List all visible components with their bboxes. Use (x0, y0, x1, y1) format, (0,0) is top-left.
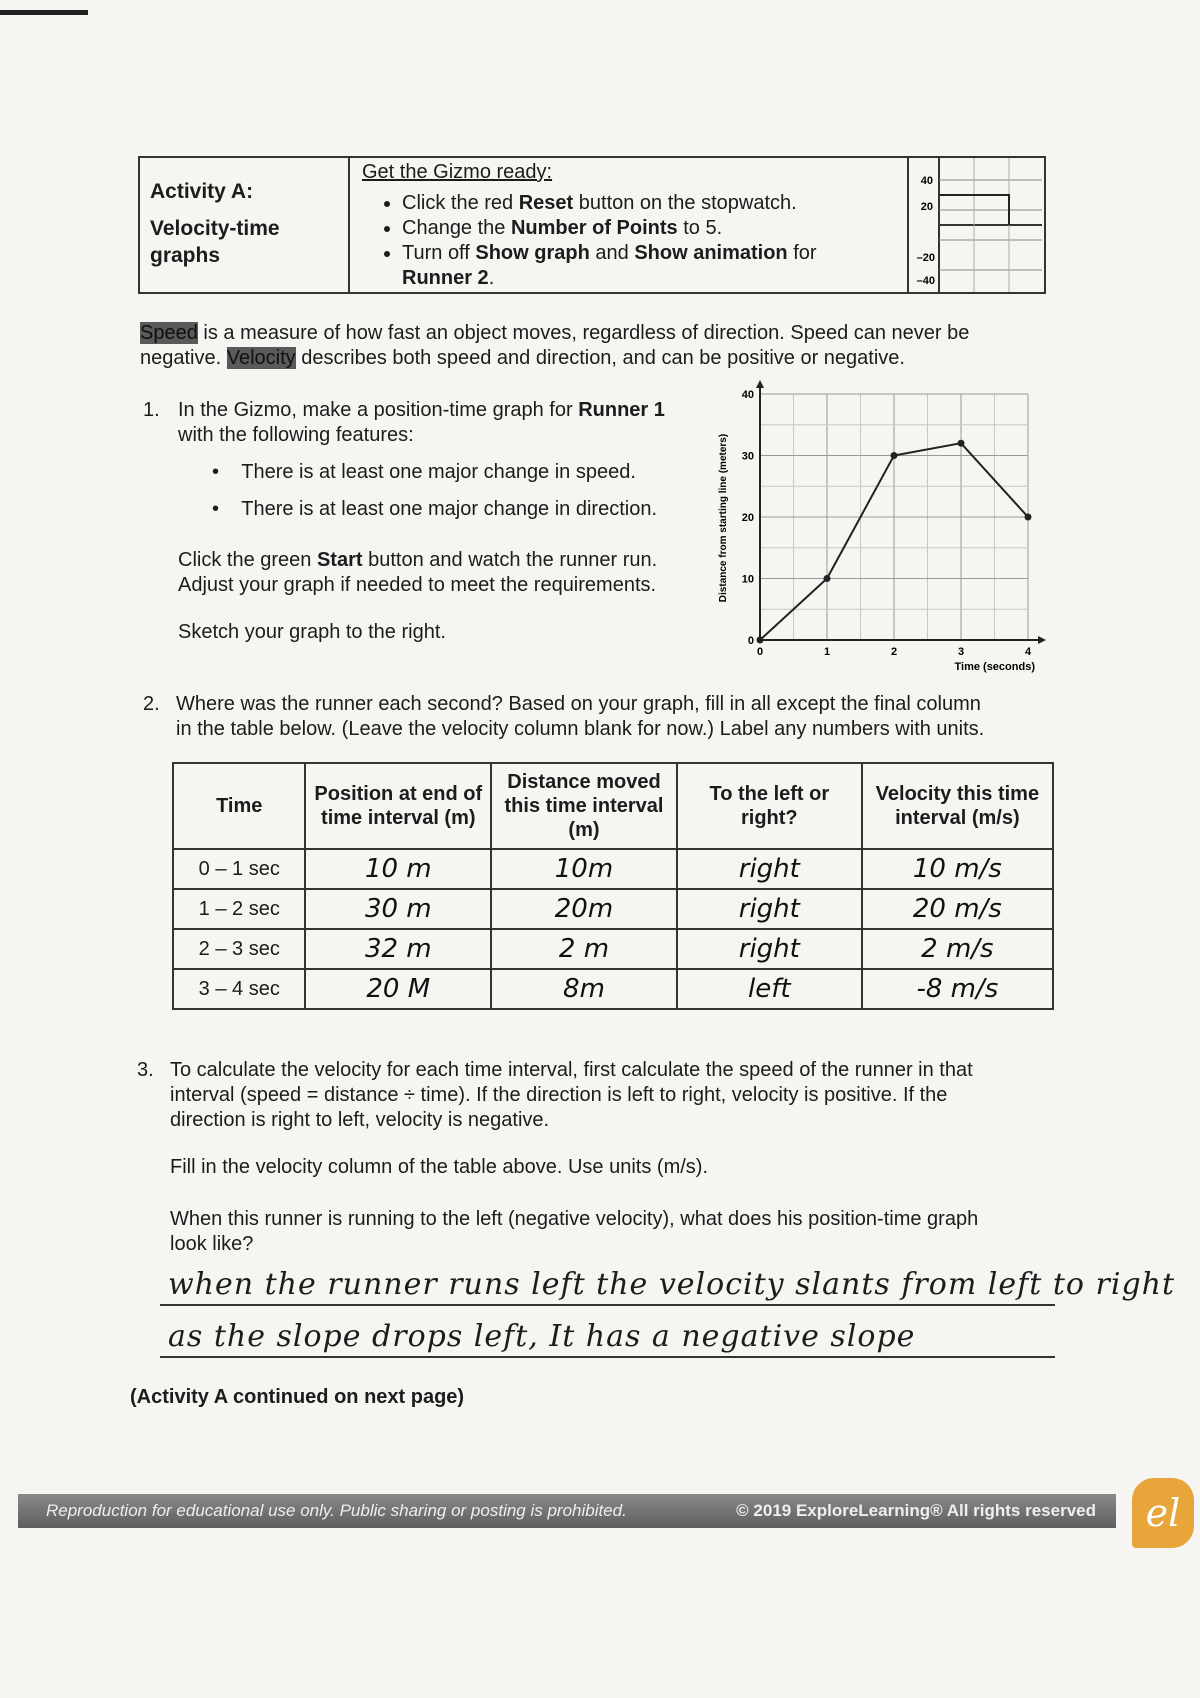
mini-tick-label: 40 (920, 175, 933, 187)
y-axis-arrow (756, 380, 764, 388)
q3-text: To calculate the velocity for each time interval, first calculate the speed of the runner in that interval (speed = distance ÷ time). If the direction is left to right, velocity is positive. If the direction is right to left, velocity is negative. (170, 1059, 973, 1131)
header-velocity: Velocity this time interval (m/s) (862, 763, 1053, 849)
y-axis-label: Distance from starting line (meters) (718, 433, 729, 603)
velocity-cell[interactable]: 2 m/s (862, 929, 1053, 969)
header-position: Position at end of time interval (m) (305, 763, 491, 849)
step-item: Runner 2. (402, 267, 495, 289)
x-tick-label: 3 (957, 646, 965, 658)
data-point (891, 452, 898, 459)
velocity-highlight: Velocity (226, 347, 296, 369)
time-cell: 1 – 2 sec (173, 889, 305, 929)
gizmo-ready-cell (350, 158, 907, 292)
position-cell[interactable]: 32 m (305, 929, 491, 969)
q1-text: In the Gizmo, make a position-time graph for Runner 1 with the following features: (178, 399, 665, 446)
mini-velocity-graph (909, 158, 1042, 292)
activity-title-line1: Velocity-time (150, 217, 280, 240)
activity-title-cell (140, 158, 350, 292)
velocity-cell[interactable]: 10 m/s (862, 849, 1053, 889)
continued-note: (Activity A continued on next page) (130, 1386, 465, 1408)
q1-sketch: Sketch your graph to the right. (178, 621, 446, 643)
x-axis-label: Time (seconds) (954, 661, 1035, 673)
step-item: • Click the red Reset button on the stopwatch. (402, 191, 895, 216)
distance-cell[interactable]: 2 m (491, 929, 677, 969)
mini-tick-label: –20 (916, 252, 935, 264)
direction-cell[interactable]: right (677, 889, 862, 929)
ready-steps (362, 191, 895, 291)
step-item: • Turn off Show graph and Show animation for (402, 241, 895, 266)
time-cell: 3 – 4 sec (173, 969, 305, 1009)
table-row (173, 889, 1053, 929)
activity-title-line2: graphs (150, 244, 221, 267)
x-axis-arrow (1038, 636, 1046, 644)
distance-cell[interactable]: 8m (491, 969, 677, 1009)
explorelearning-logo: el (1132, 1478, 1194, 1548)
page-edge-mark (0, 10, 88, 15)
mini-tick-label: –40 (916, 275, 935, 287)
data-point (824, 575, 831, 582)
q3-number: 3. (137, 1059, 154, 1081)
x-tick-label: 4 (1024, 646, 1032, 658)
header-direction: To the left or right? (677, 763, 862, 849)
position-cell[interactable]: 30 m (305, 889, 491, 929)
y-tick-label: 30 (741, 450, 754, 463)
time-cell: 0 – 1 sec (173, 849, 305, 889)
table-row (173, 849, 1053, 889)
answer-text-1: when the runner runs left the velocity slants from left to right (168, 1267, 1176, 1302)
y-tick-label: 10 (741, 573, 754, 586)
q2-number: 2. (143, 693, 160, 715)
step-item: • Change the Number of Points to 5. (402, 216, 895, 241)
data-point (1025, 514, 1032, 521)
footer-bar (18, 1494, 1116, 1528)
answer-line-1[interactable] (160, 1258, 1176, 1306)
y-tick-label: 40 (741, 389, 754, 401)
header-time: Time (173, 763, 305, 849)
x-tick-label: 1 (823, 646, 831, 658)
activity-label: Activity A: (150, 180, 254, 203)
footer-copyright: © 2019 ExploreLearning® All rights reserved (736, 1501, 1096, 1520)
ready-heading: Get the Gizmo ready: (362, 161, 553, 183)
q1-bullet-2: • There is at least one major change in direction. (212, 498, 658, 520)
x-tick-label: 2 (890, 646, 898, 658)
x-tick-labels (757, 646, 1032, 658)
distance-cell[interactable]: 10m (491, 849, 677, 889)
data-point (958, 440, 965, 447)
table-header-row (173, 763, 1053, 849)
y-tick-labels (742, 389, 754, 647)
position-cell[interactable]: 20 M (305, 969, 491, 1009)
mini-tick-label: 20 (920, 201, 933, 213)
table-row (173, 929, 1053, 969)
time-cell: 2 – 3 sec (173, 929, 305, 969)
answer-line-2[interactable] (160, 1310, 1055, 1358)
data-point (757, 637, 764, 644)
distance-cell[interactable]: 20m (491, 889, 677, 929)
direction-cell[interactable]: left (677, 969, 862, 1009)
intro-paragraph: Speed is a measure of how fast an object moves, regardless of direction. Speed can never be negative. Velocity describes both speed and direction, and can be positive or negative. (140, 322, 970, 369)
position-cell[interactable]: 10 m (305, 849, 491, 889)
x-tick-label: 0 (756, 646, 764, 658)
answer-text-2: as the slope drops left, It has a negative slope (168, 1319, 916, 1354)
y-tick-label: 0 (747, 635, 754, 647)
position-time-graph (712, 378, 1052, 678)
runner-data-table (172, 762, 1054, 1010)
q1-number: 1. (143, 399, 160, 421)
direction-cell[interactable]: right (677, 849, 862, 889)
velocity-cell[interactable]: -8 m/s (862, 969, 1053, 1009)
header-distance: Distance moved this time interval (m) (491, 763, 677, 849)
q1-bullet-1: • There is at least one major change in speed. (212, 461, 636, 483)
y-tick-label: 20 (741, 512, 754, 524)
q2-text: Where was the runner each second? Based on your graph, fill in all except the final column in the table below. (Leave the velocity column blank for now.) Label any numbers with units. (176, 693, 985, 740)
footer-reproduction-note: Reproduction for educational use only. Public sharing or posting is prohibited. (46, 1501, 627, 1520)
velocity-cell[interactable]: 20 m/s (862, 889, 1053, 929)
table-row (173, 969, 1053, 1009)
direction-cell[interactable]: right (677, 929, 862, 969)
q3-fill-instruction: Fill in the velocity column of the table above. Use units (m/s). (170, 1156, 709, 1178)
mini-graph-cell (907, 158, 1044, 292)
q3-question: When this runner is running to the left (negative velocity), what does his position-time graph look like? (170, 1208, 979, 1255)
speed-highlight: Speed (140, 322, 198, 344)
q1-instructions: Click the green Start button and watch the runner run. Adjust your graph if needed to meet the requirements. (178, 549, 658, 596)
activity-header-box (138, 156, 1046, 294)
